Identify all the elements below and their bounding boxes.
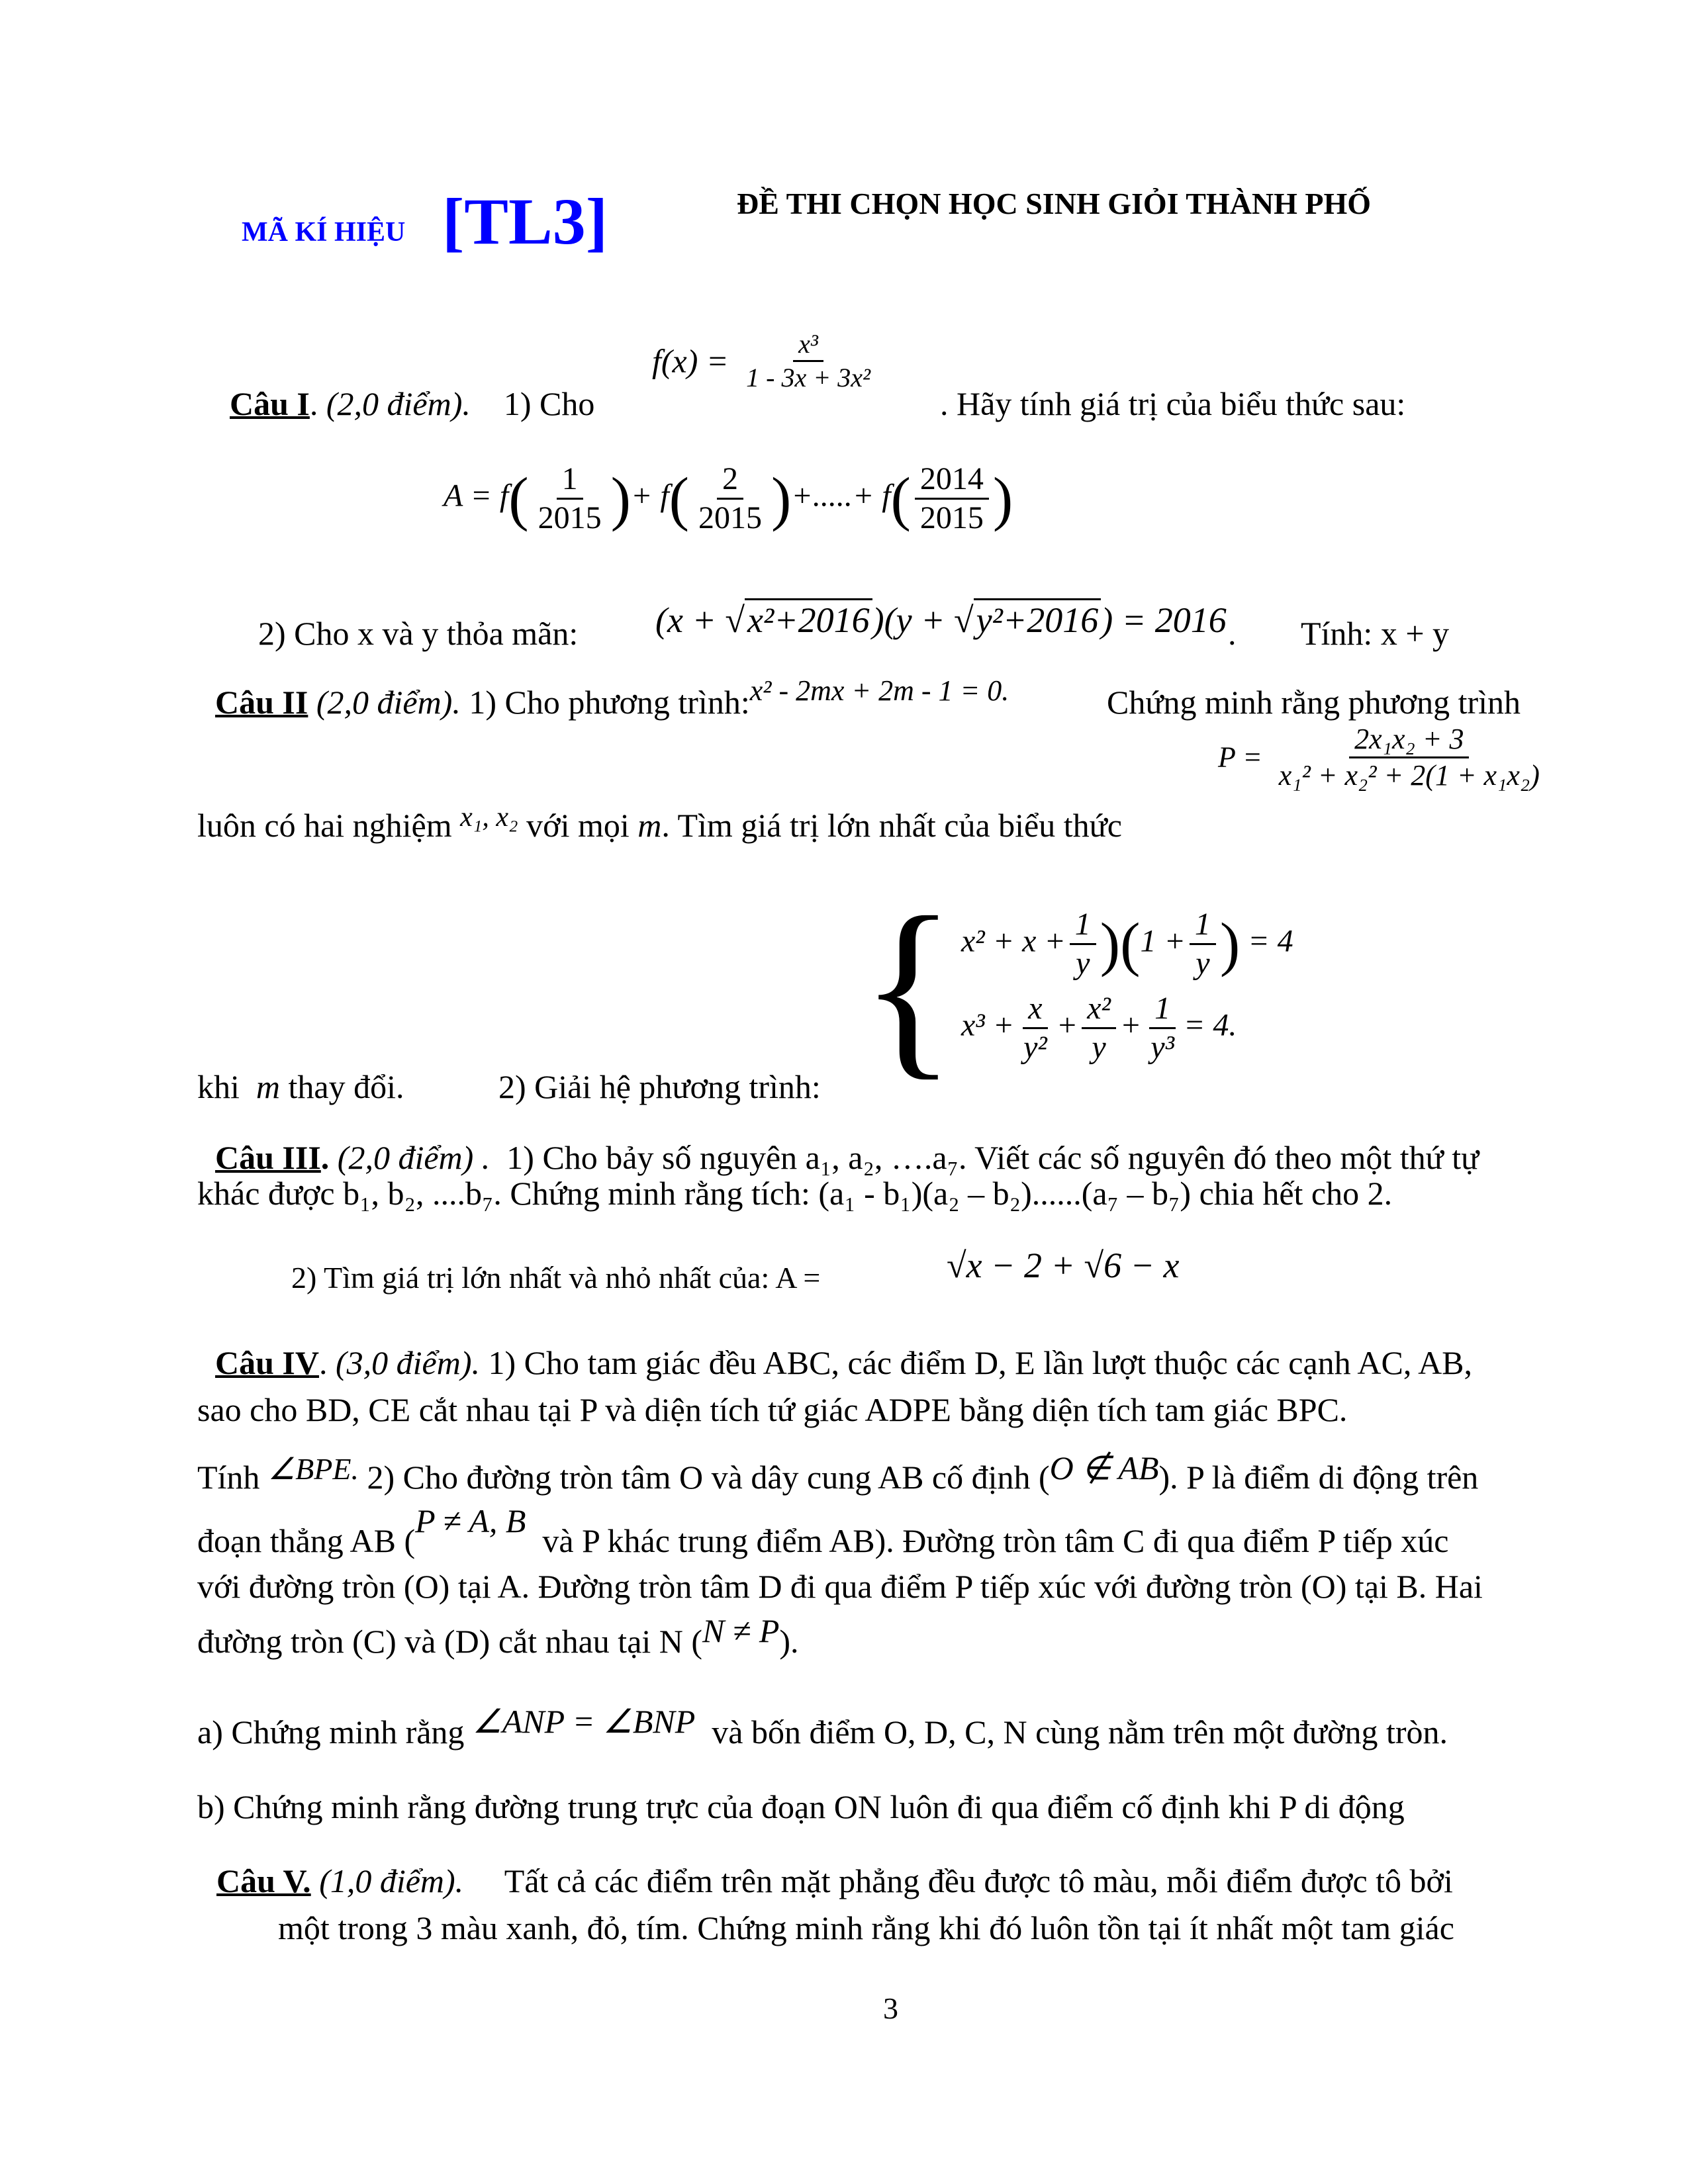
q1-line1: Câu I. (2,0 điểm). 1) Cho — [230, 385, 595, 422]
q1-points: (2,0 điểm). — [326, 385, 471, 422]
q4-line2: sao cho BD, CE cắt nhau tại P và diện tích tứ giác ADPE bằng diện tích tam giác BPC. — [197, 1391, 1348, 1428]
sys1-frac2-den: y — [1196, 946, 1210, 981]
q1-p1-text: . Hãy tính giá trị của biểu thức sau: — [940, 385, 1406, 422]
q4-line3-b: 2) Cho đường tròn tâm O và dây cung AB cố định ( — [367, 1459, 1050, 1496]
angles-anp-bnp: ∠ANP = ∠BNP — [472, 1703, 696, 1740]
q2-p2-intro: 2) Giải hệ phương trình: — [498, 1068, 821, 1105]
A-plus-f: + f — [630, 478, 669, 514]
A-t1-num: 1 — [557, 463, 583, 500]
sys1-c: = 4 — [1248, 923, 1293, 959]
P-num: 2x₁x₂ + 3 — [1349, 725, 1469, 758]
q2-line2 — [197, 802, 1122, 844]
sys1-b: 1 + — [1140, 923, 1186, 959]
q4-line1-text: 1) Cho tam giác đều ABC, các điểm D, E lần lượt thuộc các cạnh AC, AB, — [488, 1344, 1473, 1381]
q3-line1: Câu III. (2,0 điểm) . 1) Cho bảy số nguyên a₁, a₂, ….a₇. Viết các số nguyên đó theo một thứ tự — [215, 1139, 1479, 1176]
q4-line6-a: đường tròn (C) và (D) cắt nhau tại N ( — [197, 1623, 703, 1660]
q1-function — [652, 331, 880, 391]
sys2-f1-den: y² — [1023, 1030, 1047, 1065]
p-ne-ab: P ≠ A, B — [415, 1502, 526, 1539]
code-value: [TL3] — [442, 185, 608, 258]
q2-line1 — [215, 674, 1009, 721]
q3-p2-formula: √x − 2 + √6 − x — [947, 1246, 1180, 1285]
q2-line2-b: với mọi — [526, 807, 630, 844]
q4-line4-b: và P khác trung điểm AB). Đường tròn tâm C đi qua điểm P tiếp xúc — [542, 1522, 1449, 1559]
q4-line3-c: ). P là điểm di động trên — [1158, 1459, 1479, 1496]
eq-part-b: )(y + √ — [872, 600, 974, 640]
q3-points: (2,0 điểm) . — [337, 1139, 491, 1176]
A-t3-den: 2015 — [919, 500, 984, 535]
brace-icon: { — [861, 876, 956, 1096]
A-t2-num: 2 — [717, 463, 743, 500]
sys2-a: x³ + — [961, 1007, 1015, 1043]
A-dots: +.....+ f — [791, 478, 891, 514]
q4-a-a: a) Chứng minh rằng — [197, 1713, 465, 1751]
P-den: x₁² + x₂² + 2(1 + x₁x₂) — [1278, 759, 1540, 792]
q2-m: m — [637, 807, 662, 844]
q1-p1-intro: 1) Cho — [503, 385, 595, 422]
page-number: 3 — [883, 1991, 898, 2025]
q2-equation: x² - 2mx + 2m - 1 = 0. — [749, 674, 1009, 707]
q4-part-a — [197, 1703, 1448, 1751]
A-t1-den: 2015 — [538, 500, 602, 535]
q3-line2: khác được b₁, b₂, ....b₇. Chứng minh rằng tích: (a₁ - b₁)(a₂ – b₂)......(a₇ – b₇) chia hết cho 2. — [197, 1175, 1393, 1212]
q4-line6-b: ). — [779, 1623, 799, 1660]
sys1-frac1-den: y — [1076, 946, 1090, 981]
n-ne-p: N ≠ P — [702, 1612, 780, 1649]
q2-p1-text: Chứng minh rằng phương trình — [1107, 684, 1521, 721]
q2-line3-b: thay đổi. — [288, 1068, 404, 1105]
A-t3-num: 2014 — [915, 463, 989, 500]
q3-line1-text: 1) Cho bảy số nguyên a₁, a₂, ….a₇. Viết các số nguyên đó theo một thứ tự — [506, 1139, 1479, 1176]
system-eq1: x² + x + $\frac{1}{y}$ )(1 + $\frac{1}{y}$ ) = 4 — [961, 907, 1293, 981]
q4-line4 — [197, 1502, 1449, 1559]
eq-part-a: (x + √ — [655, 600, 745, 640]
sys1-a: x² + x + — [961, 923, 1066, 959]
q2-line3 — [197, 1070, 404, 1103]
f-num: x³ — [793, 331, 823, 362]
sys2-f3-den: y³ — [1150, 1030, 1174, 1065]
q4-points: (3,0 điểm). — [335, 1344, 480, 1381]
q4-line6 — [197, 1612, 799, 1660]
q1-label: Câu I — [230, 385, 310, 422]
q4-line4-a: đoạn thẳng AB ( — [197, 1522, 416, 1559]
q4-line5: với đường tròn (O) tại A. Đường tròn tâm D đi qua điểm P tiếp xúc với đường tròn (O) tại B. Hai — [197, 1568, 1483, 1605]
eq-radicand-x: x²+2016 — [745, 598, 872, 640]
q2-system — [861, 876, 1293, 1096]
q4-line3-a: Tính — [197, 1459, 260, 1496]
o-not-in-ab: O ∉ AB — [1049, 1449, 1159, 1486]
f-den: 1 - 3x + 3x² — [746, 363, 870, 392]
q5-line2: một trong 3 màu xanh, đỏ, tím. Chứng minh rằng khi đó luôn tồn tại ít nhất một tam giác — [278, 1909, 1454, 1946]
eq-part-c: ) = 2016 — [1101, 600, 1227, 640]
q1-p2-equation — [655, 602, 1227, 638]
P-lhs: P = — [1218, 741, 1262, 774]
q4-line3 — [197, 1449, 1479, 1496]
A-lhs: A = f — [444, 478, 509, 514]
q3-label: Câu III — [215, 1139, 321, 1176]
f-fraction — [741, 331, 876, 391]
sys2-b: + — [1056, 1007, 1078, 1043]
q2-line2-c: . Tìm giá trị lớn nhất của biểu thức — [661, 807, 1122, 844]
q1-p2-dot: . — [1228, 615, 1237, 652]
q4-line1: Câu IV. (3,0 điểm). 1) Cho tam giác đều ABC, các điểm D, E lần lượt thuộc các cạnh AC, AB, — [215, 1344, 1473, 1381]
q2-points: (2,0 điểm). — [316, 684, 461, 721]
sys2-c: + — [1119, 1007, 1142, 1043]
q2-line3-a: khi — [197, 1068, 240, 1105]
q2-P-expression — [1218, 725, 1549, 790]
angle-bpe: ∠BPE. — [267, 1452, 359, 1486]
q1-p2-intro: 2) Cho x và y thỏa mãn: — [258, 615, 579, 652]
q4-a-b: và bốn điểm O, D, C, N cùng nằm trên một đường tròn. — [712, 1713, 1448, 1751]
sys1-frac2-num: 1 — [1190, 909, 1216, 945]
system-eq2 — [961, 993, 1293, 1064]
q2-p1-intro: 1) Cho phương trình: — [469, 684, 750, 721]
f-lhs: f(x) = — [652, 342, 729, 380]
q2-line2-a: luôn có hai nghiệm — [197, 807, 452, 844]
q5-line1-text: Tất cả các điểm trên mặt phẳng đều được tô màu, mỗi điểm được tô bởi — [504, 1862, 1453, 1899]
q5-points: (1,0 điểm). — [319, 1862, 464, 1899]
q3-p2: 2) Tìm giá trị lớn nhất và nhỏ nhất của: A = — [291, 1261, 821, 1295]
sys2-f3-num: 1 — [1149, 993, 1176, 1029]
exam-title: ĐỀ THI CHỌN HỌC SINH GIỎI THÀNH PHỐ — [737, 187, 1372, 220]
q5-line1 — [216, 1864, 1453, 1897]
code-label: MÃ KÍ HIỆU — [242, 217, 406, 248]
eq-radicand-y: y²+2016 — [974, 598, 1102, 640]
q1-p2-ask: Tính: x + y — [1301, 615, 1450, 652]
q2-roots: x₁, x₂ — [460, 802, 518, 833]
q4-label: Câu IV — [215, 1344, 319, 1381]
q2-label: Câu II — [215, 684, 308, 721]
sys2-f1-num: x — [1023, 993, 1047, 1029]
q4-part-b: b) Chứng minh rằng đường trung trực của đoạn ON luôn đi qua điểm cố định khi P di động — [197, 1788, 1405, 1825]
A-t2-den: 2015 — [698, 500, 763, 535]
q1-A-expression: A = f( $\frac{1}{2015}$ )+ f( $\frac{2}{2015}$ )+.....+ f( $\frac{2014}{2015}$ ) — [444, 461, 1013, 535]
q5-label: Câu V. — [216, 1862, 311, 1899]
q2-m-2: m — [256, 1068, 281, 1105]
sys2-f2-num: x² — [1082, 993, 1116, 1029]
sys1-frac1-num: 1 — [1070, 909, 1096, 945]
sys2-f2-den: y — [1092, 1030, 1106, 1065]
sys2-d: = 4. — [1183, 1007, 1237, 1043]
